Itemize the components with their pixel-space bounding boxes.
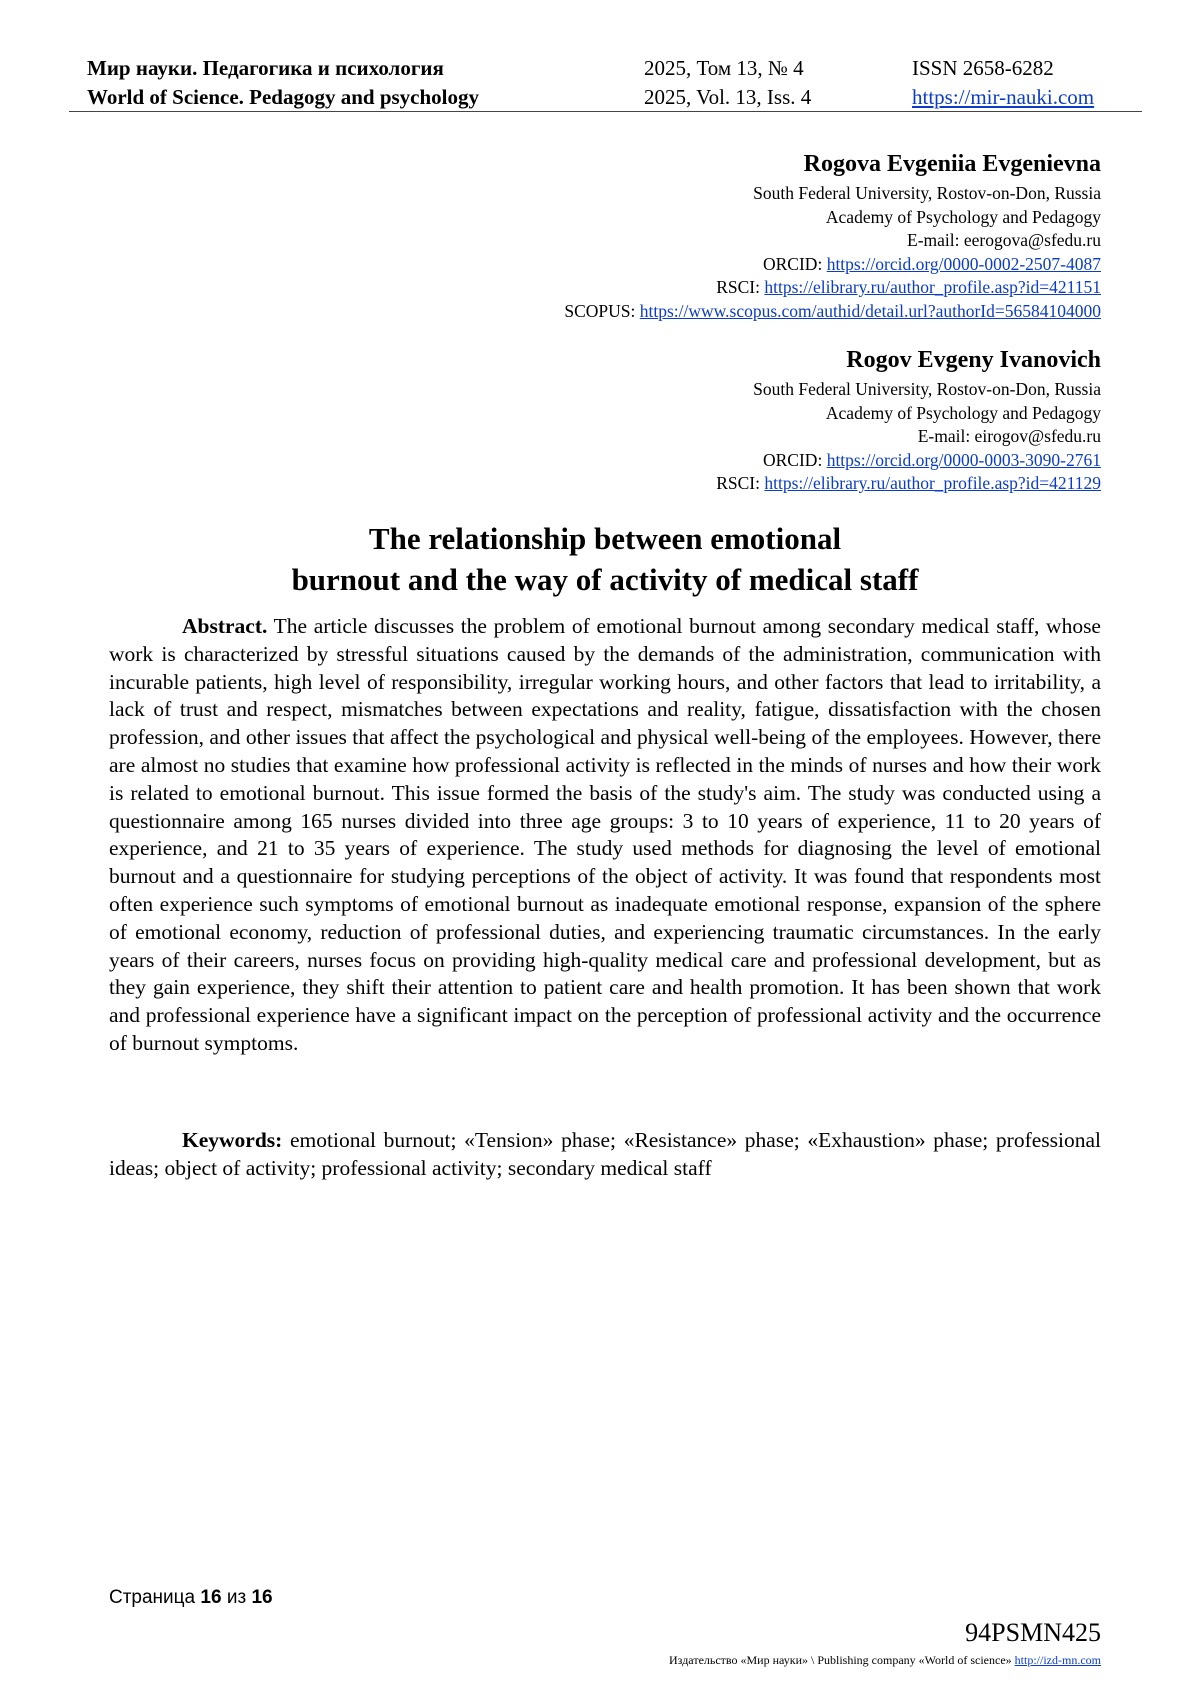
rsci-label: RSCI: — [716, 473, 760, 493]
keywords-label: Keywords: — [182, 1128, 283, 1152]
publisher-line — [669, 1653, 1101, 1668]
author-orcid — [564, 253, 1101, 277]
author-affiliation: South Federal University, Rostov-on-Don, Russia — [753, 379, 1101, 399]
header-row-ru — [87, 54, 1142, 83]
article-title — [109, 518, 1101, 600]
orcid-label: ORCID: — [763, 449, 823, 470]
page-total: 16 — [251, 1587, 273, 1608]
publisher-text: Издательство «Мир науки» \ Publishing company «World of science» — [669, 1653, 1012, 1667]
author-department: Academy of Psychology and Pedagogy — [825, 206, 1101, 227]
author-name: Rogov Evgeny Ivanovich — [846, 347, 1101, 373]
keywords — [109, 1127, 1101, 1183]
page-prefix: Страница — [109, 1587, 196, 1608]
header-row-en — [87, 83, 1142, 112]
author-department: Academy of Psychology and Pedagogy — [825, 402, 1101, 423]
header-divider — [69, 111, 1142, 112]
volume-info-en: 2025, Vol. 13, Iss. 4 — [644, 85, 812, 109]
orcid-link[interactable]: https://orcid.org/0000-0002-2507-4087 — [826, 253, 1101, 274]
author-name: Rogova Evgeniia Evgenievna — [803, 151, 1101, 177]
author-block-2 — [716, 345, 1101, 496]
scopus-label: SCOPUS: — [564, 300, 636, 321]
article-code: 94PSMN425 — [965, 1618, 1101, 1647]
running-header — [87, 54, 1142, 112]
author-rsci — [564, 276, 1101, 300]
author-scopus — [564, 300, 1101, 324]
author-rsci — [716, 472, 1101, 496]
page-counter — [109, 1586, 273, 1610]
page-current: 16 — [200, 1587, 222, 1608]
article-title-line-2: burnout and the way of activity of medical staff — [291, 562, 919, 597]
volume-info-ru: 2025, Том 13, № 4 — [644, 56, 804, 80]
rsci-link[interactable]: https://elibrary.ru/author_profile.asp?id=421151 — [764, 277, 1101, 297]
journal-title-ru: Мир науки. Педагогика и психология — [87, 56, 444, 80]
rsci-label: RSCI: — [716, 277, 760, 297]
scopus-link[interactable]: https://www.scopus.com/authid/detail.url?authorId=56584104000 — [639, 300, 1101, 321]
article-title-line-1: The relationship between emotional — [368, 521, 842, 556]
issn: ISSN 2658-6282 — [912, 56, 1054, 80]
abstract-label: Abstract. — [182, 614, 268, 638]
author-block-1 — [564, 149, 1101, 323]
keywords-text: emotional burnout; «Tension» phase; «Resistance» phase; «Exhaustion» phase; professional ideas; object of activity; professional activity; secondary medical staff — [109, 1128, 1101, 1180]
orcid-link[interactable]: https://orcid.org/0000-0003-3090-2761 — [826, 449, 1101, 470]
page-separator: из — [226, 1587, 247, 1608]
orcid-label: ORCID: — [763, 253, 823, 274]
abstract-text: The article discusses the problem of emotional burnout among secondary medical staff, whose work is characterized by stressful situations caused by the demands of the administration, communication with incurable patients, high level of responsibility, irregular working hours, and other factors that lead to irritability, a lack of trust and respect, mismatches between expectations and reality, fatigue, dissatisfaction with the chosen profession, and other issues that affect the psychological and physical well-being of the employees. However, there are almost no studies that examine how professional activity is reflected in the minds of nurses and how their work is related to emotional burnout. This issue formed the basis of the study's aim. The study was conducted using a questionnaire among 165 nurses divided into three age groups: 3 to 10 years of experience, 11 to 20 years of experience, and 21 to 35 years of experience. The study used methods for diagnosing the level of emotional burnout and a questionnaire for studying perceptions of the object of activity. It was found that respondents most often experience such symptoms of emotional burnout as inadequate emotional response, expansion of the sphere of emotional economy, reduction of professional duties, and experiencing traumatic circumstances. In the early years of their careers, nurses focus on providing high-quality medical care and professional development, but as they gain experience, they shift their attention to patient care and health promotion. It has been shown that work and professional experience have a significant impact on the perception of professional activity and the occurrence of burnout symptoms. — [109, 614, 1101, 1055]
publisher-link[interactable]: http://izd-mn.com — [1014, 1653, 1101, 1667]
author-affiliation: South Federal University, Rostov-on-Don, Russia — [753, 183, 1101, 203]
rsci-link[interactable]: https://elibrary.ru/author_profile.asp?id=421129 — [764, 473, 1101, 493]
journal-title-en: World of Science. Pedagogy and psychology — [87, 85, 480, 109]
author-orcid — [716, 449, 1101, 473]
abstract — [109, 613, 1101, 1058]
author-email: E-mail: eerogova@sfedu.ru — [907, 230, 1101, 250]
journal-site-link[interactable]: https://mir-nauki.com — [912, 85, 1095, 109]
author-email: E-mail: eirogov@sfedu.ru — [917, 426, 1101, 446]
